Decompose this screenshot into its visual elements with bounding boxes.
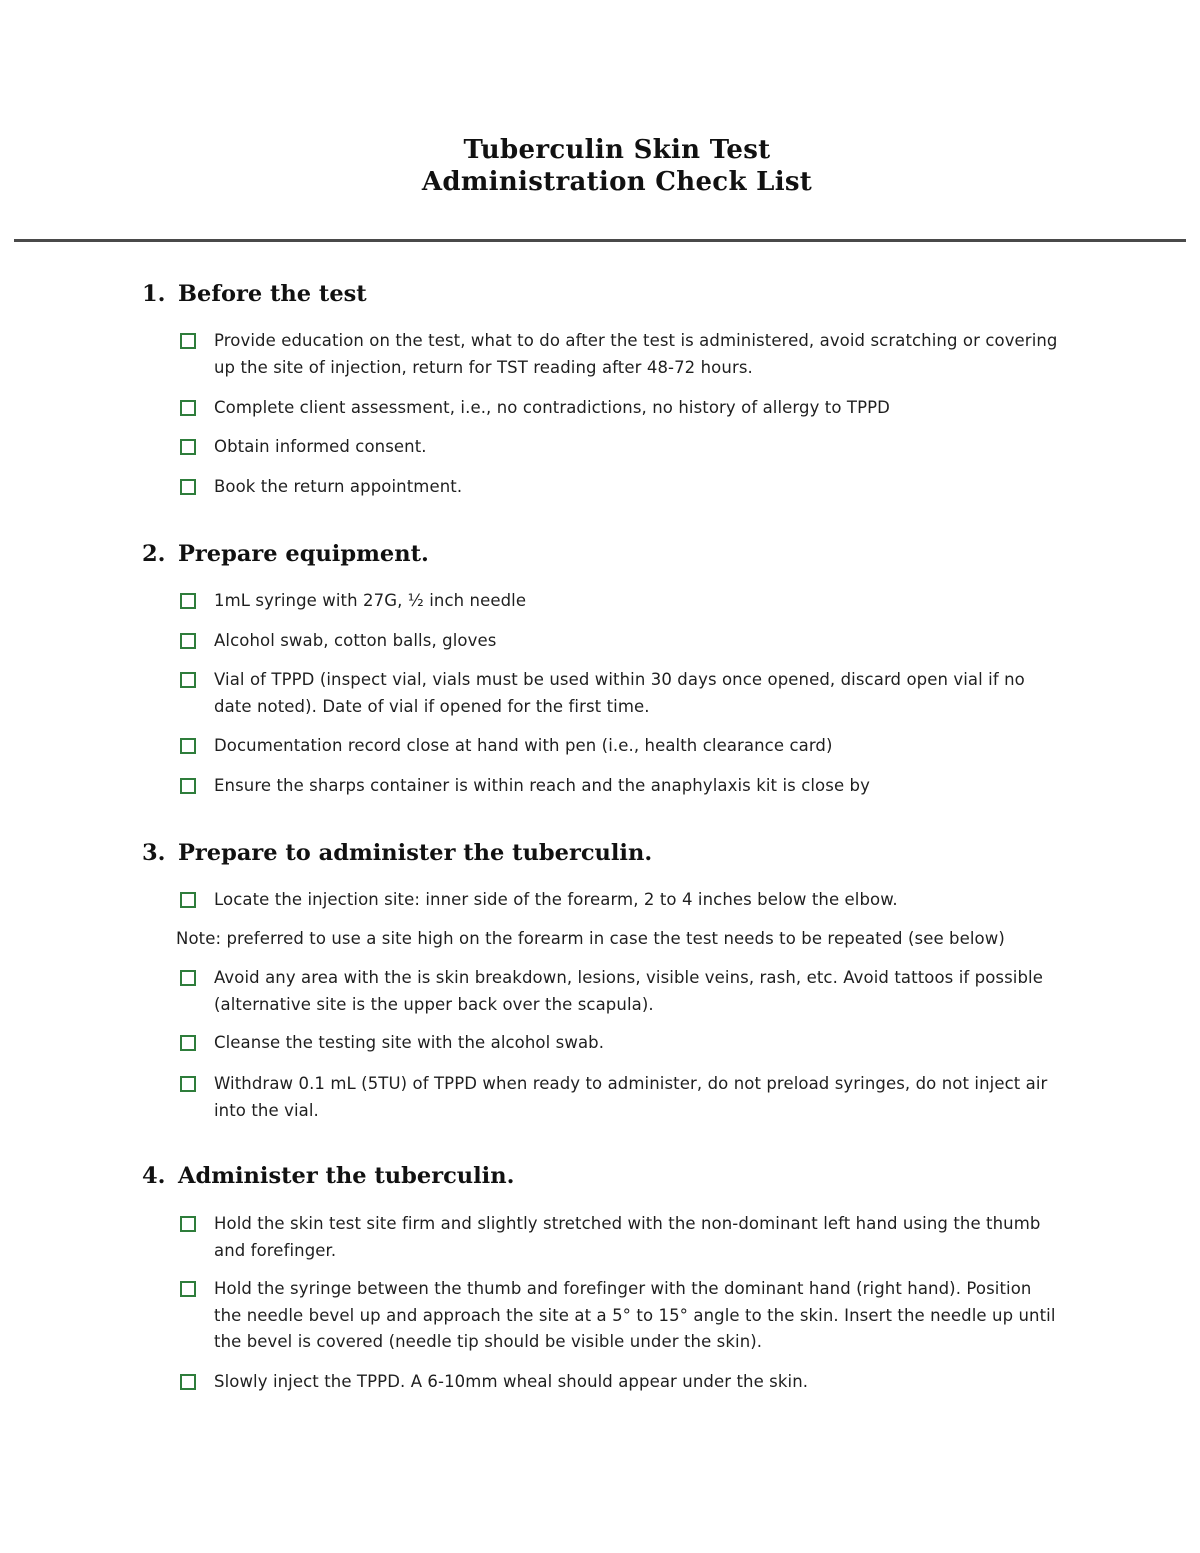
checklist-item[interactable]	[180, 965, 1060, 1018]
item-text: Alcohol swab, cotton balls, gloves	[214, 631, 497, 650]
item-text: Provide education on the test, what to do after the test is administered, avoid scratching or covering up the site of injection, return for TST reading after 48-72 hours.	[214, 331, 1058, 377]
checkbox-icon[interactable]	[180, 778, 196, 794]
section-title: Before the test	[178, 281, 367, 307]
checkbox-icon[interactable]	[180, 892, 196, 908]
item-text: Complete client assessment, i.e., no contradictions, no history of allergy to TPPD	[214, 398, 890, 417]
item-text: Cleanse the testing site with the alcohol swab.	[214, 1033, 605, 1052]
section-number: 3.	[142, 840, 166, 866]
checklist-item[interactable]	[180, 887, 1060, 914]
checklist-item[interactable]	[180, 1030, 1060, 1057]
checkbox-icon[interactable]	[180, 633, 196, 649]
checkbox-icon[interactable]	[180, 738, 196, 754]
checkbox-icon[interactable]	[180, 672, 196, 688]
title-line-2: Administration Check List	[421, 167, 813, 197]
section-2-heading	[142, 539, 429, 569]
section-title: Administer the tuberculin.	[178, 1163, 515, 1189]
section-note: Note: preferred to use a site high on the forearm in case the test needs to be repeated (see below)	[176, 929, 1005, 948]
section-4-heading	[142, 1161, 514, 1191]
item-text: Book the return appointment.	[214, 477, 463, 496]
section-number: 1.	[142, 281, 166, 307]
section-title: Prepare to administer the tuberculin.	[178, 840, 653, 866]
checklist-item[interactable]	[180, 434, 1060, 461]
checkbox-icon[interactable]	[180, 439, 196, 455]
checkbox-icon[interactable]	[180, 1076, 196, 1092]
checklist-item[interactable]	[180, 1211, 1060, 1264]
checklist-item[interactable]	[180, 628, 1060, 655]
checklist-item[interactable]	[180, 1369, 1060, 1396]
item-text: Hold the syringe between the thumb and forefinger with the dominant hand (right hand). Position the needle bevel up and approach the site at a 5° to 15° angle to the skin. Insert the needle up until the bevel is covered (needle tip should be visible under the skin).	[214, 1279, 1056, 1351]
checkbox-icon[interactable]	[180, 1216, 196, 1232]
checklist-item[interactable]	[180, 588, 1060, 615]
checklist-item[interactable]	[180, 773, 1060, 800]
item-text: Locate the injection site: inner side of the forearm, 2 to 4 inches below the elbow.	[214, 890, 898, 909]
checkbox-icon[interactable]	[180, 333, 196, 349]
section-1-heading	[142, 279, 367, 309]
checkbox-icon[interactable]	[180, 1374, 196, 1390]
item-text: Avoid any area with the is skin breakdown, lesions, visible veins, rash, etc. Avoid tattoos if possible (alternative site is the upper back over the scapula).	[214, 968, 1043, 1014]
section-number: 2.	[142, 541, 166, 567]
checklist-item[interactable]	[180, 395, 1060, 422]
checklist-item[interactable]	[180, 1071, 1060, 1124]
checklist-item[interactable]	[180, 667, 1060, 720]
item-text: Documentation record close at hand with pen (i.e., health clearance card)	[214, 736, 833, 755]
section-3-heading	[142, 838, 652, 868]
section-number: 4.	[142, 1163, 166, 1189]
item-text: 1mL syringe with 27G, ½ inch needle	[214, 591, 527, 610]
checkbox-icon[interactable]	[180, 400, 196, 416]
checklist-item[interactable]	[180, 328, 1060, 381]
checklist-item[interactable]	[180, 474, 1060, 501]
checkbox-icon[interactable]	[180, 593, 196, 609]
item-text: Vial of TPPD (inspect vial, vials must be used within 30 days once opened, discard open vial if no date noted). Date of vial if opened for the first time.	[214, 670, 1025, 716]
document-title	[0, 134, 1200, 198]
item-text: Ensure the sharps container is within reach and the anaphylaxis kit is close by	[214, 776, 870, 795]
checkbox-icon[interactable]	[180, 1035, 196, 1051]
checkbox-icon[interactable]	[180, 970, 196, 986]
checkbox-icon[interactable]	[180, 479, 196, 495]
checklist-item[interactable]	[180, 1276, 1060, 1356]
section-title: Prepare equipment.	[178, 541, 429, 567]
checklist-item[interactable]	[180, 733, 1060, 760]
title-line-1: Tuberculin Skin Test	[463, 135, 771, 165]
item-text: Obtain informed consent.	[214, 437, 427, 456]
checkbox-icon[interactable]	[180, 1281, 196, 1297]
item-text: Slowly inject the TPPD. A 6-10mm wheal should appear under the skin.	[214, 1372, 809, 1391]
item-text: Withdraw 0.1 mL (5TU) of TPPD when ready to administer, do not preload syringes, do not inject air into the vial.	[214, 1074, 1048, 1120]
item-text: Hold the skin test site firm and slightly stretched with the non-dominant left hand using the thumb and forefinger.	[214, 1214, 1041, 1260]
title-divider	[14, 239, 1186, 242]
